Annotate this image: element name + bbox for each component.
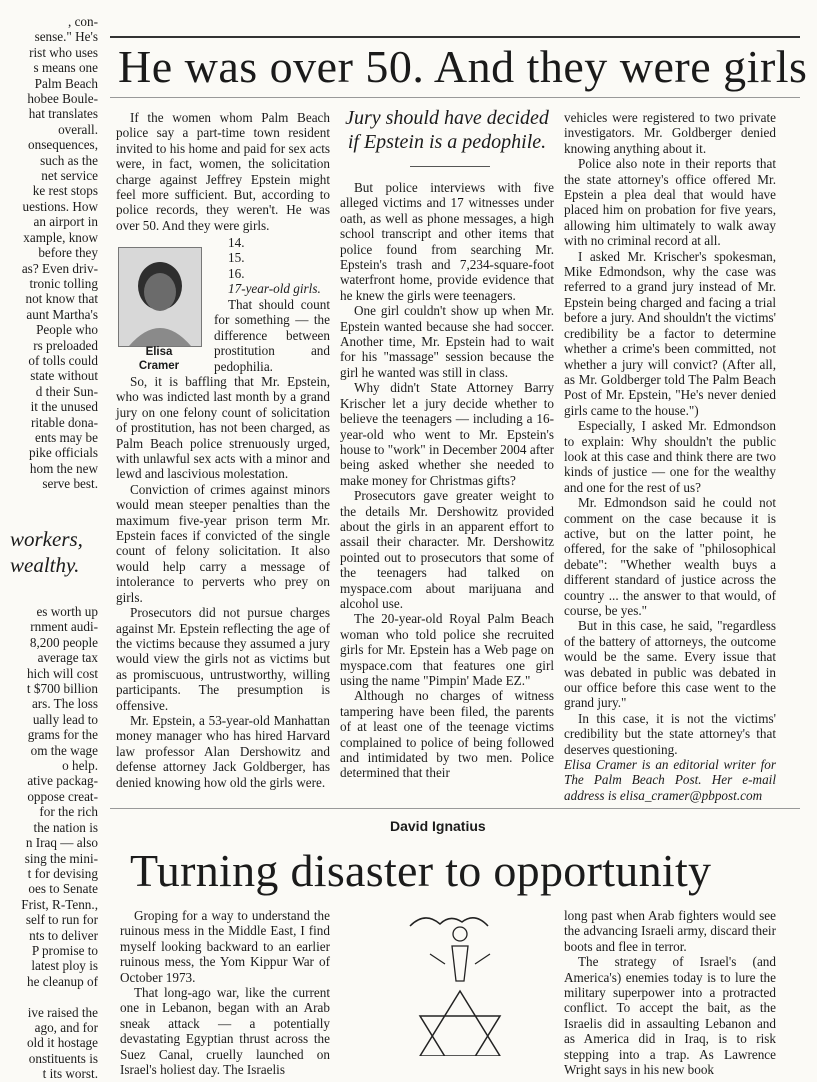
article1-column-3 (564, 110, 776, 803)
left-top-line: onsequences, (28, 137, 98, 153)
left-top-line: tronic tolling (29, 275, 98, 291)
left-bottom-line: t its worst. (42, 1066, 98, 1082)
left-top-line: aunt Martha's (26, 306, 98, 322)
left-top-line: ke rest stops (32, 183, 98, 199)
a2-col3-paragraph-2: The strategy of Israel's (and America's) enemies today is to lure the military superpower into a protracted conflict. To accept the bait, as the Israelis did in assaulting Lebanon and as America did in Iraq, is to risk stepping into a trap. As Lawrence Wright says in his new book (564, 954, 776, 1078)
left-bottom-line: old it hostage (26, 1035, 98, 1051)
article2-author: David Ignatius (390, 818, 486, 834)
col3-paragraph-1: vehicles were registered to two private investigators. Mr. Goldberger denied knowing anything about it. (564, 110, 776, 156)
article2-column-1 (120, 908, 330, 1077)
left-top-line: hobee Boule- (27, 91, 98, 107)
col2-paragraph-4: Prosecutors gave greater weight to the details Mr. Dershowitz provided about the girls in an apparent effort to assail their character. Mr. Dershowitz pointed out to prosecutors that some of the teenagers had talked on myspace.com about marijuana and alcohol use. (340, 488, 554, 611)
col2-paragraph-6: Although no charges of witness tampering have been filed, the parents of at least one of the teenage victims complained to police of being followed and intimidated by two men. Police determined that their (340, 688, 554, 781)
left-bottom-line: t $700 billion (26, 681, 98, 697)
article2-column-3 (564, 908, 776, 1077)
pull-quote-rule (410, 166, 490, 167)
left-top-line: as? Even driv- (21, 260, 98, 276)
left-top-line: ents may be (35, 429, 98, 445)
col3-paragraph-6: But in this case, he said, "regardless of the battery of attorneys, the outcome would be the same. Every issue that was debated in public was debated in our office before this case went to the grand jury." (564, 618, 776, 711)
left-pull-quote: workers, wealthy. (10, 527, 83, 577)
col3-paragraph-7: In this case, it is not the victims' credibility but the state attorney's that deserves questioning. (564, 710, 776, 757)
left-bottom-line: the nation is (33, 819, 98, 835)
article2-headline: Turning disaster to opportunity (130, 845, 712, 896)
left-top-line: xample, know (23, 229, 98, 245)
left-bottom-line: ars. The loss (31, 696, 98, 712)
col3-paragraph-2: Police also note in their reports that the state attorney's office offered Mr. Epstein a plea deal that would have placed him on probation for five years, allowing him ultimately to walk away with no criminal record at all. (564, 156, 776, 249)
left-bottom-line: sing the mini- (24, 850, 98, 866)
left-top-line: net service (41, 168, 98, 184)
left-bottom-line: average tax (37, 650, 98, 666)
article1-column-2 (340, 180, 554, 781)
left-top-line: pike officials (29, 445, 98, 461)
headline-rule (110, 97, 800, 98)
col2-paragraph-5: The 20-year-old Royal Palm Beach woman who told police she recruited girls for Mr. Epstein has a Web page on myspace.com that features one girl using the name "Pimpin' Made EZ." (340, 611, 554, 688)
col3-paragraph-3: I asked Mr. Krischer's spokesman, Mike Edmondson, why the case was referred to a grand jury instead of Mr. Epstein being charged and facing a trial before a jury. And shouldn't the victims' credibility be a factor to determine whether a crime's been committed, not whether a jury will convict? (After all, as Mr. Goldberger told The Palm Beach Post of Mr. Epstein, "He's never denied girls came to the house.") (564, 248, 776, 418)
left-bottom-line: for the rich (39, 804, 98, 820)
left-top-line: sense." He's (34, 29, 98, 45)
left-column-fragment-bottom (0, 604, 98, 1082)
age-16: 16. (228, 265, 245, 281)
pull-quote: Jury should have decided if Epstein is a pedophile. (345, 107, 549, 153)
col1-paragraph-3: Conviction of crimes against minors would mean steeper penalties than the maximum five-year prison term Mr. Epstein faces if convicted of the single count of felony solicitation. It also would help carry a message of intolerance to perverts who prey on girls. (116, 481, 330, 605)
author-last-name: Cramer (138, 360, 180, 372)
top-rule (110, 36, 800, 38)
left-bottom-line: oppose creat- (27, 788, 98, 804)
col2-paragraph-2: One girl couldn't show up when Mr. Epstein wanted because she had soccer. Another time, Mr. Epstein had to wait for his "massage" session because the girl he wanted was still in class. (340, 303, 554, 380)
left-top-line: People who (36, 322, 98, 338)
left-bottom-line: P promise to (31, 942, 98, 958)
wrap-text: That should count for something — the difference between prostitution and pedophilia. (214, 297, 330, 374)
cartoon-illustration (380, 906, 540, 1056)
left-bottom-line: latest ploy is (31, 958, 98, 974)
col1-paragraph-2: So, it is baffling that Mr. Epstein, who was indicted last month by a grand jury on one felony count of solicitation of prostitution, has not been charged, as Palm Beach police strenuously urged, with unlawful sex acts with a minor and lewd and lascivious molestation. (116, 374, 330, 482)
left-top-line: before they (38, 245, 98, 261)
article1-column-1-bottom (116, 374, 330, 790)
left-top-line: not know that (25, 291, 98, 307)
star-of-david-icon (380, 906, 540, 1056)
left-top-line: , con- (67, 14, 98, 29)
headline: He was over 50. And they were girls (118, 41, 808, 92)
left-top-line: Palm Beach (34, 75, 98, 91)
col2-paragraph-3: Why didn't State Attorney Barry Krischer let a jury decide whether to believe the teenagers — including a 16-year-old who went to Mr. Epstein's house to "work" in December 2004 after being asked whether she needed to make money for Christmas gifts? (340, 380, 554, 488)
author-portrait (119, 248, 201, 346)
left-bottom-line: 8,200 people (29, 634, 98, 650)
left-top-line: s means one (33, 60, 98, 76)
left-top-line: d their Sun- (35, 383, 98, 399)
left-bottom-line: es worth up (36, 604, 98, 619)
left-top-line: an airport in (33, 214, 98, 230)
author-tagline: Elisa Cramer is an editorial writer for The Palm Beach Post. Her e-mail address is elisa_cramer@pbpost.com (564, 757, 776, 803)
left-top-line: such as the (40, 152, 98, 168)
left-top-line: hat translates (28, 106, 98, 122)
col1-paragraph-4: Prosecutors did not pursue charges against Mr. Epstein reflecting the age of the victims because they assumed a jury would view the girls not as victims but as promiscuous, untrustworthy, willing participants. The presumption is offensive. (116, 605, 330, 713)
article1-column-1-top (116, 110, 330, 233)
left-top-line: ritable dona- (30, 414, 98, 430)
left-top-line: serve best. (42, 476, 98, 492)
left-bottom-line: t for devising (27, 865, 98, 881)
intro-paragraph: If the women whom Palm Beach police say a part-time town resident invited to his home and paid for sex acts were, in fact, women, the solicitation charge against Jeffrey Epstein might feel more sufficient. But, according to police records, they weren't. He was over 50. And they were girls. (116, 110, 330, 233)
left-bottom-line: ative packag- (27, 773, 98, 789)
left-bottom-line: ive raised the (27, 1004, 98, 1020)
left-bottom-line: hich will cost (26, 665, 98, 681)
section-divider (110, 808, 800, 809)
col2-paragraph-1: But police interviews with five alleged victims and 17 witnesses under oath, as well as phone messages, a high school transcript and other items that police found from searching Mr. Epstein's trash and 7,234-square-foot waterfront home, provide evidence that he knew the girls were teenagers. (340, 180, 554, 303)
left-bottom-line: om the wage (30, 742, 98, 758)
left-bottom-line: o help. (62, 758, 98, 774)
wrap-paragraph (214, 297, 330, 374)
left-top-line: of tolls could (28, 352, 98, 368)
left-bottom-line: grams for the (27, 727, 98, 743)
left-column-fragment (0, 14, 98, 492)
author-caption (118, 345, 200, 373)
left-bottom-line: rnment audi- (30, 619, 98, 635)
col3-paragraph-5: Mr. Edmondson said he could not comment on the case because it is active, but on the latter point, he offered, for the sake of "philosophical debate": "Whether wealth buys a different standard of justice across the country ... the answer to that would, of course, be yes." (564, 495, 776, 618)
age-14: 14. (228, 235, 245, 250)
ages-list (228, 235, 330, 297)
left-top-line: rist who uses (29, 44, 98, 60)
author-photo (118, 247, 202, 347)
left-bottom-line: ago, and for (34, 1019, 98, 1035)
left-bottom-line: onstituents is (28, 1050, 98, 1066)
left-top-line: state without (30, 368, 98, 384)
col3-paragraph-4: Especially, I asked Mr. Edmondson to explain: Why shouldn't the public look at this case and think there are two kinds of justice — one for the wealthy and one for the rest of us? (564, 418, 776, 495)
left-bottom-line (0, 989, 98, 1004)
left-bottom-line: n Iraq — also (25, 835, 98, 851)
left-top-line: rs preloaded (33, 337, 98, 353)
left-bottom-line: self to run for (25, 912, 98, 928)
a2-col1-paragraph-2: That long-ago war, like the current one in Lebanon, began with an Arab sneak attack — a potentially devastating Egyptian thrust across the Suez Canal, cruelly launched on Israel's holiest day. The Israelis (120, 985, 330, 1078)
left-top-line: hom the new (29, 460, 98, 476)
age-17: 17-year-old girls. (228, 281, 321, 297)
age-15: 15. (228, 250, 245, 266)
left-top-line: overall. (58, 121, 98, 137)
left-bottom-line: he cleanup of (26, 973, 98, 989)
col1-paragraph-5: Mr. Epstein, a 53-year-old Manhattan money manager who has hired Harvard law professor Alan Dershowitz and defense attorney Jack Goldberger, has denied knowing how old the girls were. (116, 712, 330, 790)
left-bottom-line: Frist, R-Tenn., (21, 896, 98, 912)
a2-col1-paragraph-1: Groping for a way to understand the ruinous mess in the Middle East, I find myself looking backward to an earlier ruinous mess, the Yom Kippur War of October 1973. (120, 908, 330, 985)
a2-col3-paragraph-1: long past when Arab fighters would see the advancing Israeli army, discard their boots and flee in terror. (564, 908, 776, 954)
left-bottom-line: nts to deliver (29, 927, 98, 943)
left-top-line: uestions. How (22, 198, 98, 214)
left-bottom-line: oes to Senate (28, 881, 98, 897)
author-first-name: Elisa (145, 346, 173, 358)
left-bottom-line: ually lead to (32, 711, 98, 727)
left-top-line: it the unused (30, 399, 98, 415)
